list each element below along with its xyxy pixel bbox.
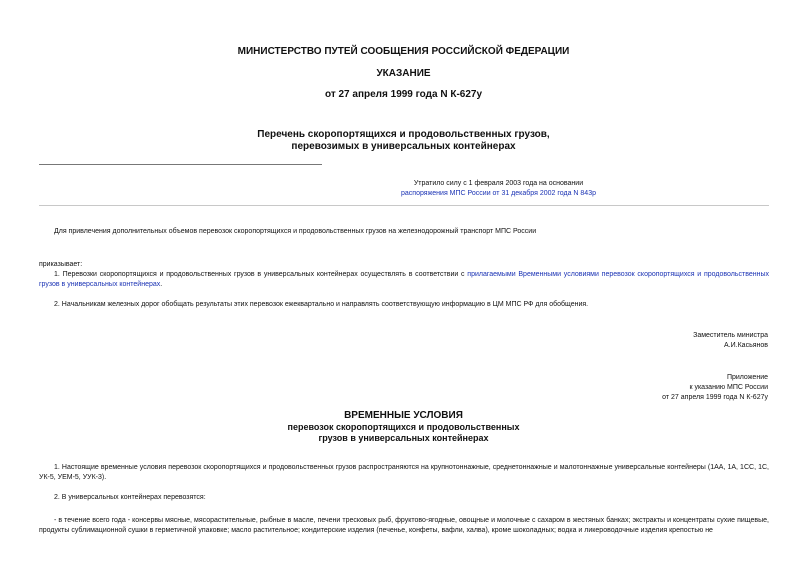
order-item-1 bbox=[39, 270, 769, 290]
status-divider bbox=[39, 205, 769, 206]
signature-name: А.И.Касьянов bbox=[724, 342, 768, 349]
conditions-title: ВРЕМЕННЫЕ УСЛОВИЯ bbox=[344, 410, 463, 421]
ministry-heading: МИНИСТЕРСТВО ПУТЕЙ СООБЩЕНИЯ РОССИЙСКОЙ ФЕДЕРАЦИИ bbox=[237, 46, 570, 57]
temporary-conditions-link[interactable]: прилагаемыми Временными условиями перевозок скоропортящихся и продовольственных грузов в универсальных контейнерах bbox=[39, 271, 769, 288]
conditions-paragraph-3: - в течение всего года - консервы мясные, мясорастительные, рыбные в масле, печени тресковых рыб, фруктово-ягодные, овощные и молочные с сахаром в жестяных банках; экстракты и концентраты сухие пищевые, продукты сублимационной сушки в герметичной упаковке; масло растительное; кондитерские изделия (печенье, конфеты, вафли, халва), кроме шоколадных; водка и ликероводочные изделия крепостью не bbox=[39, 517, 769, 534]
conditions-paragraph-1: 1. Настоящие временные условия перевозок скоропортящихся и продовольственных грузов распространяются на крупнотоннажные, среднетоннажные и малотоннажные универсальные контейнеры (1АА, 1А, 1СС, 1С, УК-5, УЕМ-5, УУК-3). bbox=[39, 464, 769, 481]
appendix-label: Приложение bbox=[726, 374, 768, 381]
appendix-reference: к указанию МПС России bbox=[689, 384, 768, 391]
conditions-subtitle-line1: перевозок скоропортящихся и продовольственных bbox=[287, 422, 520, 432]
title-divider bbox=[39, 164, 322, 165]
conditions-paragraph-2: 2. В универсальных контейнерах перевозятся: bbox=[54, 494, 206, 501]
appendix-date: от 27 апреля 1999 года N К-627у bbox=[662, 394, 768, 401]
order-item-1-end: . bbox=[160, 281, 163, 288]
signature-position: Заместитель министра bbox=[693, 332, 768, 339]
document-title-line1: Перечень скоропортящихся и продовольственных грузов, bbox=[257, 129, 550, 140]
orders-lead: приказывает: bbox=[39, 261, 83, 268]
conditions-subtitle-line2: грузов в универсальных контейнерах bbox=[318, 433, 489, 443]
repeal-order-link[interactable]: распоряжения МПС России от 31 декабря 2002 года N 843р bbox=[401, 190, 596, 197]
intro-paragraph: Для привлечения дополнительных объемов перевозок скоропортящихся и продовольственных грузов на железнодорожный транспорт МПС России bbox=[54, 228, 537, 235]
document-title-line2: перевозимых в универсальных контейнерах bbox=[291, 141, 516, 152]
document-date: от 27 апреля 1999 года N К-627у bbox=[324, 89, 483, 100]
status-line1: Утратило силу с 1 февраля 2003 года на основании bbox=[413, 180, 584, 187]
document-type: УКАЗАНИЕ bbox=[376, 68, 431, 79]
order-item-1-text: 1. Перевозки скоропортящихся и продовольственных грузов в универсальных контейнерах осуществлять в соответствии с bbox=[54, 271, 465, 278]
status-note bbox=[0, 179, 807, 199]
order-item-2: 2. Начальникам железных дорог обобщать результаты этих перевозок ежеквартально и направлять соответствующую информацию в ЦМ МПС РФ для обобщения. bbox=[54, 301, 589, 308]
